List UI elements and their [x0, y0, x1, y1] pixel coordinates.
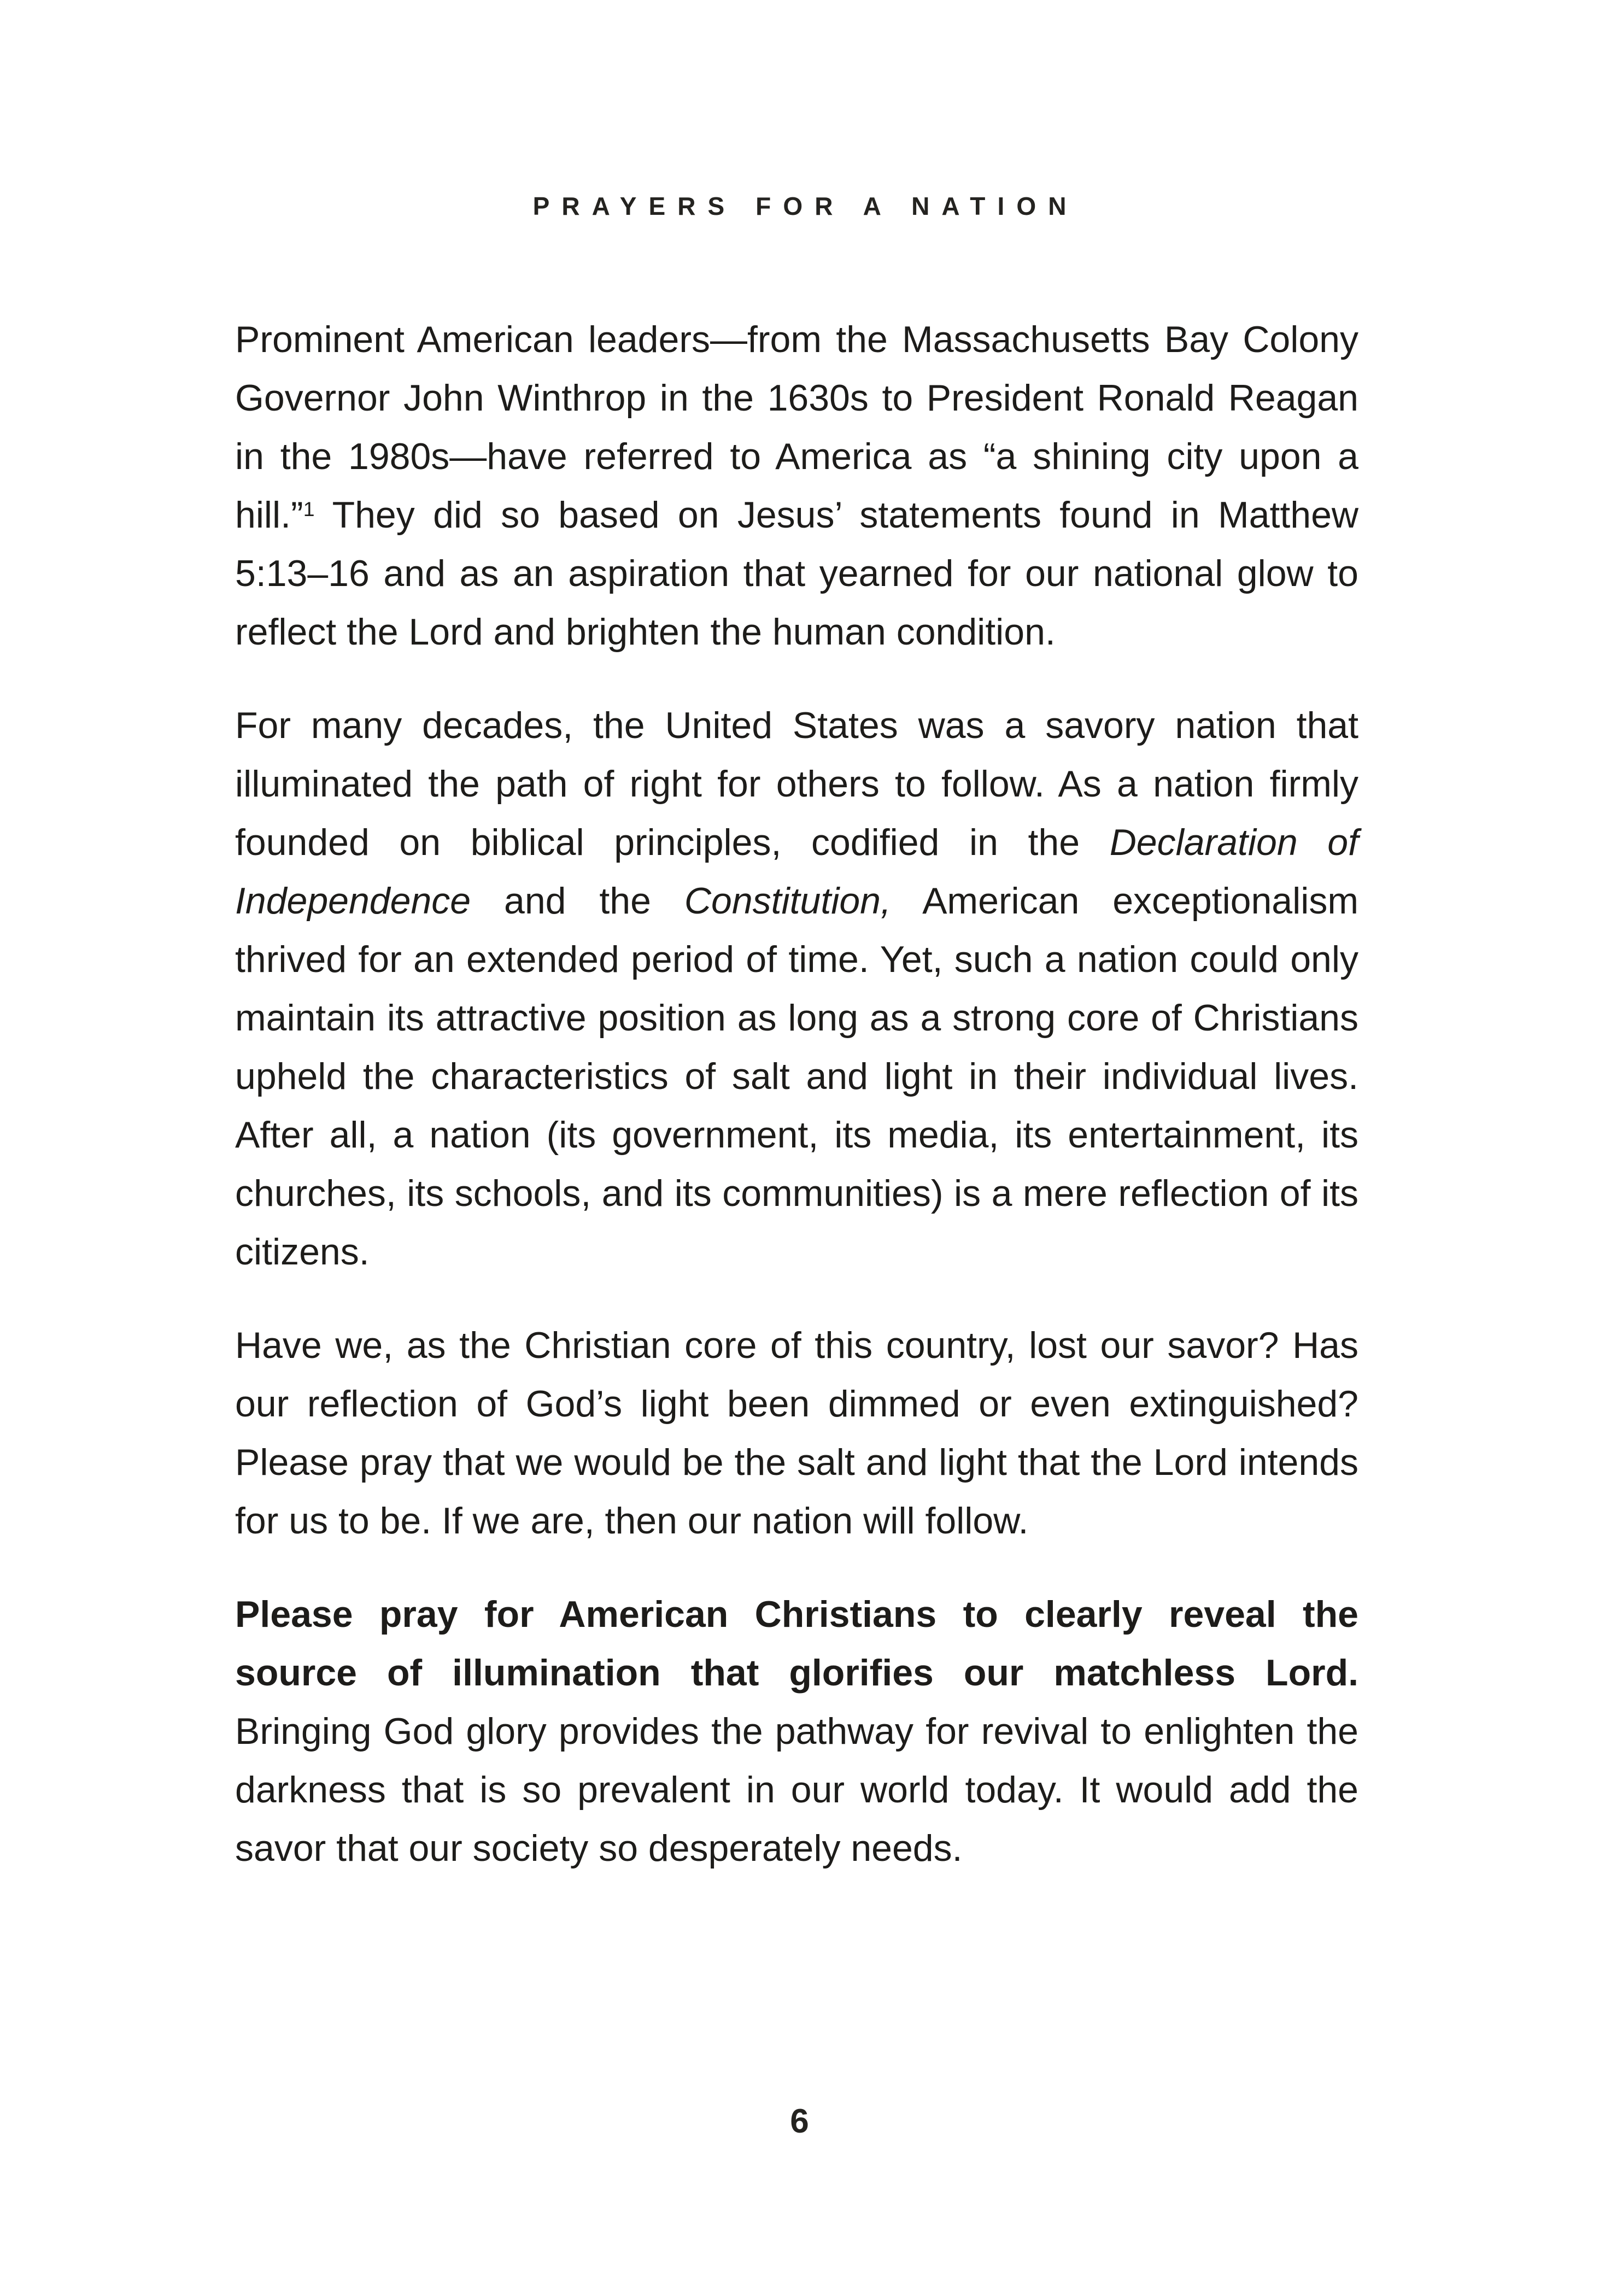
- text-run-normal: American exceptionalism thrived for an extended period of time. Yet, such a nation could only maintain its attractive position as long as a strong core of Christians upheld the characteristics of salt and light in their individual lives. After all, a nation (its government, its media, its entertainment, its churches, its schools, and its communities) is a mere reflection of its citizens.: [235, 880, 1358, 1273]
- text-run-bold: Please pray for American Christians to clearly reveal the source of illumination that glorifies our matchless Lord.: [235, 1594, 1358, 1694]
- text-run-normal: Have we, as the Christian core of this country, lost our savor? Has our reflection of God’s light been dimmed or even extinguished? Please pray that we would be the salt and light that the Lord intends for us to be. If we are, then our nation will follow.: [235, 1325, 1358, 1542]
- text-run-normal: Bringing God glory provides the pathway for revival to enlighten the darkness that is so prevalent in our world today. It would add the savor that our society so desperately needs.: [235, 1711, 1358, 1869]
- text-run-normal: They did so based on Jesus’ statements found in Matthew 5:13–16 and as an aspiration that yearned for our national glow to reflect the Lord and brighten the human condition.: [235, 494, 1358, 653]
- text-run-sup: 1: [303, 497, 315, 521]
- text-run-normal: and the: [471, 880, 684, 922]
- paragraph-3: [235, 1316, 1358, 1550]
- text-run-normal: For many decades, the United States was a savory nation that illuminated the path of right for others to follow. As a nation firmly founded on biblical principles, codified in the: [235, 705, 1358, 863]
- paragraph-2: [235, 696, 1358, 1281]
- text-run-normal: Prominent American leaders—from the Massachusetts Bay Colony Governor John Winthrop in the 1630s to President Ronald Reagan in the 1980s—have referred to America as “a shining city upon a hill.”: [235, 319, 1358, 536]
- paragraph-1: [235, 311, 1358, 661]
- body-text: [235, 311, 1358, 1878]
- text-run-italic: Declaration of Independence: [235, 822, 1358, 922]
- text-run-italic: Constitution,: [684, 880, 891, 922]
- page-number: 6: [790, 2102, 809, 2140]
- paragraph-4: [235, 1585, 1358, 1878]
- running-header: PRAYERS FOR A NATION: [532, 192, 1079, 220]
